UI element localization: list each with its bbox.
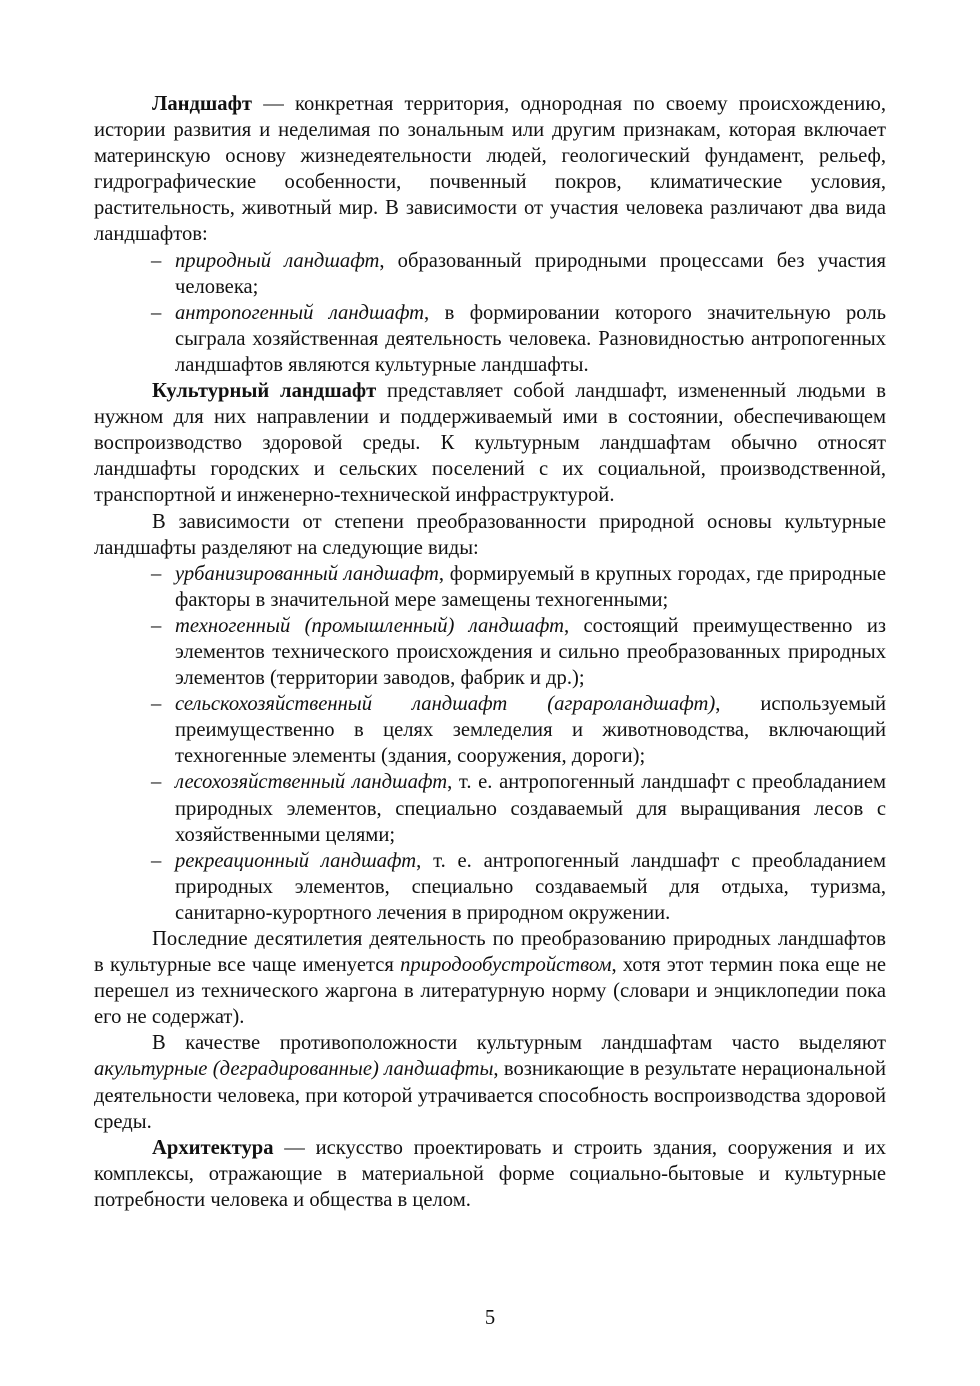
list-dash: – (151, 301, 162, 324)
paragraph-landscape-definition (94, 91, 886, 248)
list-item (94, 769, 886, 847)
term-cultural-landscape: Культурный ландшафт (152, 380, 377, 403)
term-acultural-landscapes: акультурные (деградированные) ландшафты (94, 1058, 494, 1081)
list-item-text: , в формировании которого значительную роль сыграла хозяйственная деятельность человека. Разновидностью антропогенных ландшафтов являются культурные ландшафты. (175, 301, 886, 376)
paragraph-text: В качестве противоположности культурным ландшафтам часто выделяют (152, 1032, 886, 1055)
list-item (94, 248, 886, 300)
list-item-term: лесохозяйственный ландшафт (175, 771, 448, 794)
page-number: 5 (484, 1307, 496, 1329)
cultural-landscape-types-list (94, 561, 886, 926)
list-item-term: природный ландшафт (175, 249, 380, 272)
list-dash: – (151, 771, 162, 794)
paragraph-text: , возникающие в результате нерациональной деятельности человека, при которой утрачивается способность воспроизводства здоровой среды. (94, 1058, 886, 1133)
paragraph-cultural-types-intro: В зависимости от степени преобразованности природной основы культурные ландшафты разделяют на следующие виды: (94, 510, 886, 559)
landscape-types-list (94, 248, 886, 378)
list-item-text: , т. е. антропогенный ландшафт с преобладанием природных элементов, специально создаваемый для выращивания лесов с хозяйственными целями; (175, 771, 886, 846)
list-dash: – (151, 562, 162, 585)
list-item-text: , состоящий преимущественно из элементов технического происхождения и сильно преобразованных природных элементов (территории заводов, фабрик и др.); (175, 614, 886, 690)
page-body (94, 91, 886, 1213)
paragraph-nature-arrangement (94, 926, 886, 1030)
list-item-term: сельскохозяйственный ландшафт (аграроландшафт) (175, 693, 716, 716)
list-dash: – (151, 693, 162, 716)
paragraph-text: представляет собой ландшафт, измененный людьми в нужном для них направлении и поддерживаемый ими в состоянии, обеспечивающем воспроизводство здоровой среды. К культурным ландшафтам обычно относят ландшафты городских и сельских поселений с их социальной, производственной, транспортной и инженерно-технической инфраструктурой. (94, 380, 886, 507)
paragraph-text: , хотя этот термин пока еще не перешел из технического жаргона в литературную норму (словари и энциклопедии пока его не содержат). (94, 954, 886, 1029)
list-item (94, 300, 886, 378)
term-architecture: Архитектура (152, 1136, 274, 1159)
list-item-text: , т. е. антропогенный ландшафт с преобладанием природных элементов, специально создаваемый для отдыха, туризма, санитарно-курортного лечения в природном окружении. (175, 849, 886, 924)
list-item-term: урбанизированный ландшафт (175, 562, 439, 585)
list-item (94, 691, 886, 769)
list-dash: – (151, 249, 162, 272)
paragraph-text: Последние десятилетия деятельность по преобразованию природных ландшафтов в культурные все чаще именуется (94, 928, 886, 977)
paragraph-text: — конкретная территория, однородная по своему происхождению, истории развития и неделимая по зональным или другим признакам, которая включает материнскую основу жизнедеятельности людей, геологический фундамент, рельеф, гидрографические особенности, почвенный покров, климатические условия, растительность, животный мир. В зависимости от участия человека различают два вида ландшафтов: (94, 93, 886, 246)
list-item-text: , используемый преимущественно в целях земледелия и животноводства, включающий техногенные элементы (здания, сооружения, дороги); (175, 693, 886, 768)
list-item-text: , образованный природными процессами без участия человека; (175, 249, 886, 298)
paragraph-text: — искусство проектировать и строить здания, сооружения и их комплексы, отражающие в материальной форме социально-бытовые и культурные потребности человека и общества в целом. (94, 1136, 886, 1211)
paragraph-cultural-landscape (94, 378, 886, 508)
list-item (94, 848, 886, 926)
paragraph-acultural-landscapes (94, 1030, 886, 1134)
list-dash: – (151, 849, 162, 872)
list-item-term: рекреационный ландшафт (175, 849, 417, 872)
list-item-text: , формируемый в крупных городах, где природные факторы в значительной мере замещены техногенными; (175, 562, 886, 611)
list-item-term: техногенный (промышленный) ландшафт (175, 614, 564, 637)
term-landscape: Ландшафт (152, 93, 252, 115)
term-nature-arrangement: природообустройством (400, 954, 612, 977)
list-item (94, 561, 886, 613)
list-dash: – (151, 614, 162, 637)
list-item (94, 613, 886, 691)
list-item-term: антропогенный ландшафт (175, 301, 425, 324)
paragraph-architecture-definition (94, 1135, 886, 1213)
